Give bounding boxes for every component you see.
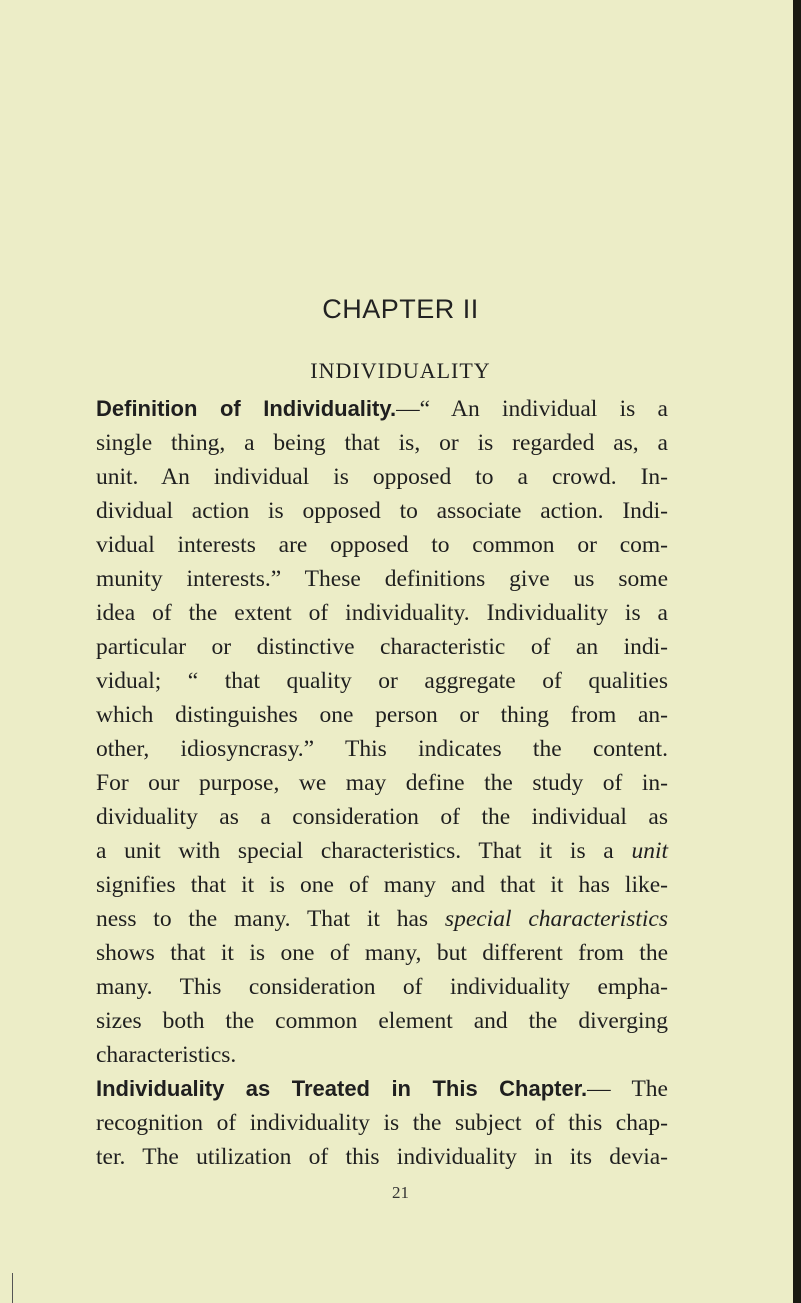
run-in-heading: Individuality as Treated in This Chapter. <box>96 1076 588 1101</box>
text-line: many. This consideration of individuality empha- <box>96 974 668 1000</box>
text-line: particular or distinctive characteristic of an indi- <box>96 634 668 660</box>
text-line: For our purpose, we may define the study of in- <box>96 770 668 796</box>
text-line: vidual interests are opposed to common or com- <box>96 532 668 558</box>
chapter-title: INDIVIDUALITY <box>310 358 491 383</box>
text-span: — The <box>587 1076 668 1102</box>
run-in-heading: Definition of Individuality. <box>96 396 397 421</box>
paragraph-treatment <box>96 1072 668 1174</box>
text-line: munity interests.” These definitions give us some <box>96 566 668 592</box>
page-corner-mark <box>0 1273 13 1303</box>
text-line <box>96 1072 668 1106</box>
text-span: ness to the many. That it has <box>96 906 445 932</box>
text-span: a unit with special characteristics. That it is a <box>96 838 632 864</box>
text-line: other, idiosyncrasy.” This indicates the content. <box>96 736 668 762</box>
chapter-number: CHAPTER II <box>322 294 479 324</box>
paragraph-definition <box>96 392 668 1072</box>
text-line: characteristics. <box>96 1042 237 1068</box>
text-line: dividuality as a consideration of the individual as <box>96 804 668 830</box>
text-line: signifies that it is one of many and that it has like- <box>96 872 668 898</box>
page-number: 21 <box>392 1183 409 1202</box>
text-line: vidual; “ that quality or aggregate of qualities <box>96 668 668 694</box>
text-line: idea of the extent of individuality. Individuality is a <box>96 600 668 626</box>
text-line: shows that it is one of many, but different from the <box>96 940 668 966</box>
text-line: which distinguishes one person or thing from an- <box>96 702 668 728</box>
emphasis-special-characteristics: special characteristics <box>444 906 668 932</box>
emphasis-unit: unit <box>631 838 668 864</box>
text-line: ter. The utilization of this individuality in its devia- <box>96 1144 668 1170</box>
text-line <box>96 392 668 426</box>
text-line: single thing, a being that is, or is regarded as, a <box>96 430 668 456</box>
text-line: sizes both the common element and the diverging <box>96 1008 668 1034</box>
body-text <box>96 392 668 1174</box>
text-line: dividual action is opposed to associate action. Indi- <box>96 498 668 524</box>
text-line <box>96 902 668 936</box>
text-line: unit. An individual is opposed to a crowd. In- <box>96 464 668 490</box>
text-span: —“ An individual is a <box>396 396 668 422</box>
text-line <box>96 834 668 868</box>
page-edge <box>793 0 801 1303</box>
text-line: recognition of individuality is the subject of this chap- <box>96 1110 668 1136</box>
